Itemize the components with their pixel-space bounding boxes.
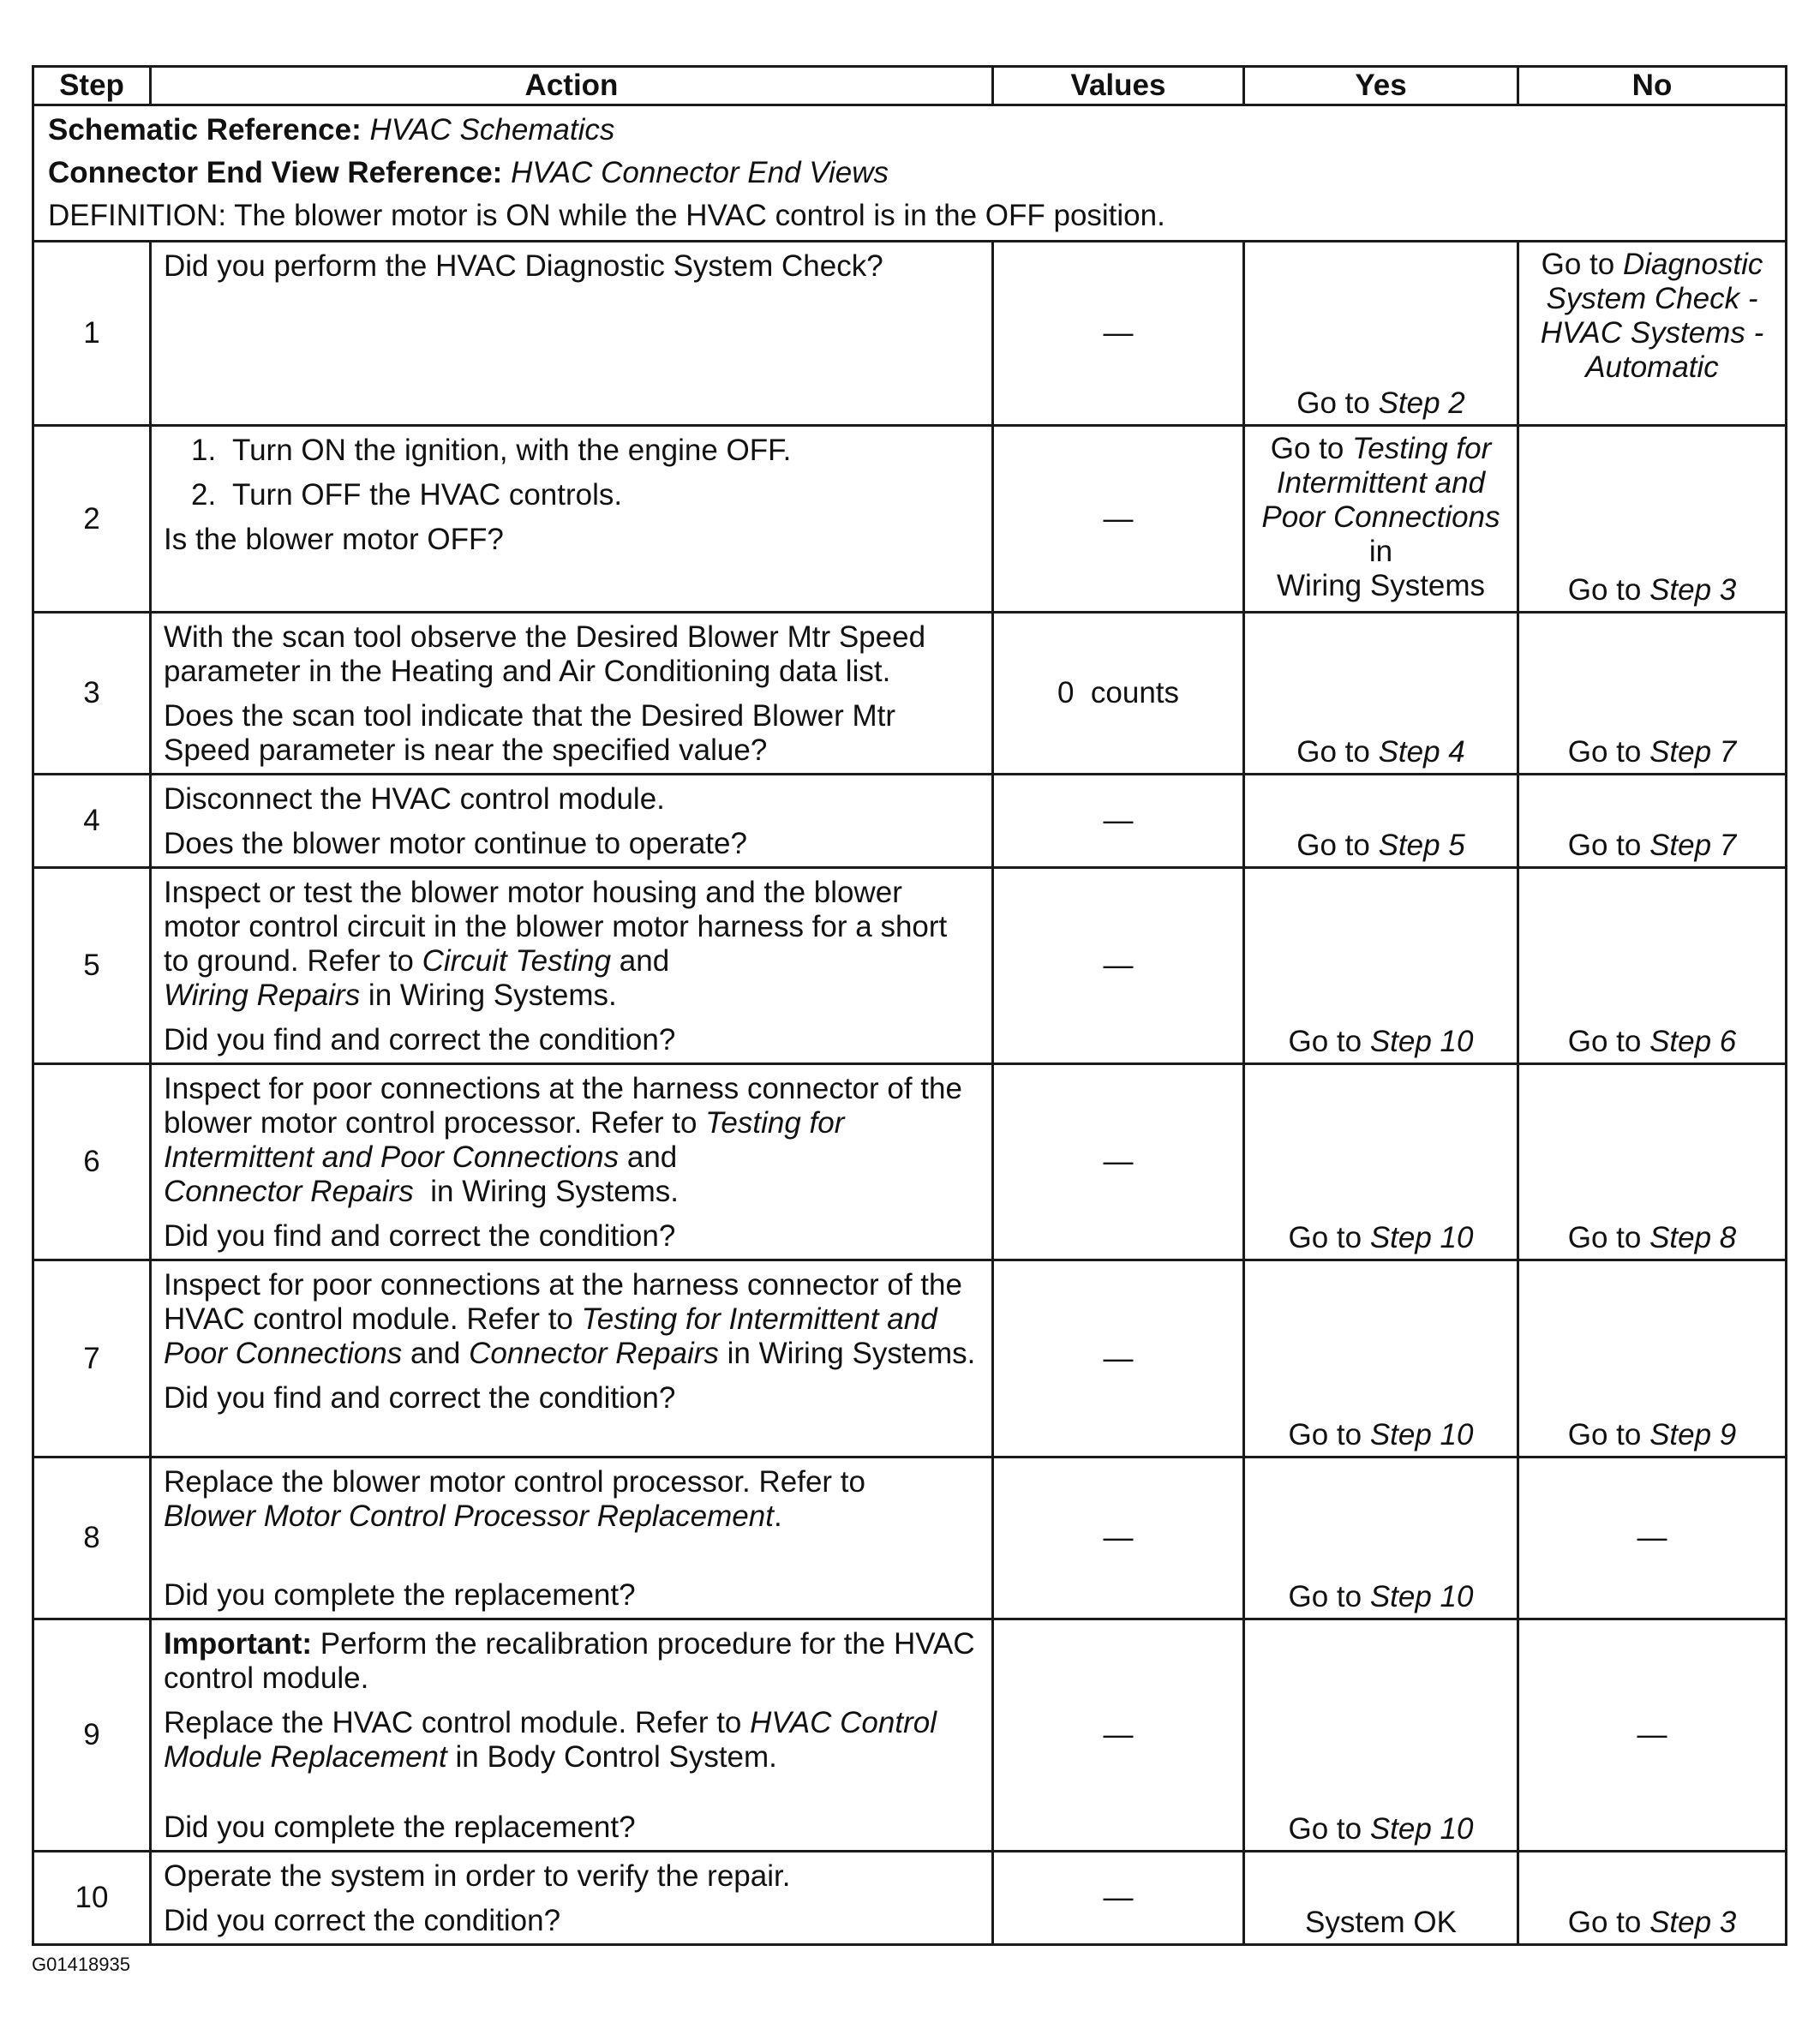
no-cell: [1518, 868, 1787, 1064]
yes-prefix: Go to: [1288, 1221, 1370, 1254]
header-no: No: [1518, 67, 1787, 105]
important-note: [164, 1627, 979, 1696]
no-cell: [1518, 242, 1787, 426]
no-prefix: Go to: [1567, 735, 1650, 769]
yes-cell: [1244, 613, 1518, 775]
yes-cell: [1244, 242, 1518, 426]
yes-cell: [1244, 426, 1518, 613]
action-text-part: Inspect or test the blower motor housing and the blower motor control circuit in the blower motor harness for a short to ground. Refer to: [164, 876, 948, 978]
action-cell: [151, 426, 993, 613]
yes-cell: [1244, 868, 1518, 1064]
yes-link[interactable]: Step 2: [1378, 386, 1465, 420]
yes-cell: [1244, 1619, 1518, 1852]
no-link[interactable]: Step 6: [1649, 1025, 1737, 1058]
yes-prefix: Go to: [1296, 829, 1379, 862]
definition: DEFINITION: The blower motor is ON while the HVAC control is in the OFF position.: [48, 199, 1165, 232]
no-cell: [1518, 613, 1787, 775]
action-text-part: Replace the HVAC control module. Refer to: [164, 1706, 751, 1739]
table-row: [33, 775, 1787, 868]
header-step: Step: [33, 67, 151, 105]
yes-link[interactable]: Step 5: [1378, 829, 1465, 862]
important-text: Perform the recalibration procedure for the HVAC control module.: [164, 1627, 975, 1695]
reference-link[interactable]: Connector Repairs: [164, 1175, 414, 1208]
yes-prefix: Go to: [1270, 432, 1353, 465]
action-text-part: in Body Control System.: [446, 1740, 777, 1774]
conjunction: and: [611, 944, 670, 978]
action-question: Did you find and correct the condition?: [164, 1219, 676, 1253]
yes-prefix: Go to: [1288, 1418, 1370, 1451]
conjunction: and: [619, 1140, 678, 1174]
no-prefix: Go to: [1567, 1906, 1650, 1939]
value-cell: —: [993, 1619, 1244, 1852]
header-row: [33, 67, 1787, 105]
action-stack: [164, 1627, 979, 1845]
action-text: [164, 1268, 979, 1371]
reference-link[interactable]: Wiring Repairs: [164, 979, 361, 1012]
list-item: 1. Turn ON the ignition, with the engine OFF.: [191, 434, 792, 467]
connector-reference-value: HVAC Connector End Views: [511, 156, 889, 189]
action-cell: [151, 1852, 993, 1945]
yes-prefix: Go to: [1288, 1812, 1370, 1846]
yes-link[interactable]: Step 10: [1369, 1812, 1474, 1846]
no-link[interactable]: Step 7: [1649, 735, 1737, 769]
yes-prefix: Go to: [1296, 386, 1379, 420]
value-cell: —: [993, 1260, 1244, 1457]
yes-cell: [1244, 1064, 1518, 1260]
reference-link[interactable]: HVAC Control Module Replacement: [164, 1706, 937, 1774]
action-steps-list: [164, 434, 979, 512]
no-cell: [1518, 1852, 1787, 1945]
no-link[interactable]: Diagnostic System Check - HVAC Systems - Automatic: [1540, 248, 1764, 384]
no-prefix: Go to: [1567, 829, 1650, 862]
table-row: [33, 613, 1787, 775]
step-number: 5: [33, 868, 151, 1064]
yes-prefix: Go to: [1296, 735, 1379, 769]
value-cell: —: [993, 1457, 1244, 1619]
reference-link[interactable]: Testing for Intermittent and Poor Connections: [164, 1302, 937, 1370]
table-row: [33, 1852, 1787, 1945]
action-question: Is the blower motor OFF?: [164, 523, 504, 556]
action-text-part: in Wiring Systems.: [360, 979, 617, 1012]
yes-cell: [1244, 775, 1518, 868]
important-label: Important:: [164, 1627, 313, 1661]
table-row: [33, 242, 1787, 426]
value-cell: —: [993, 1064, 1244, 1260]
yes-prefix: Go to: [1288, 1580, 1370, 1613]
connector-reference-label: Connector End View Reference:: [48, 156, 503, 189]
action-cell: [151, 242, 993, 426]
no-prefix: Go to: [1567, 1418, 1650, 1451]
action-text-part: Inspect for poor connections at the harness connector of the blower motor control processor. Refer to: [164, 1072, 962, 1140]
yes-cell: [1244, 1260, 1518, 1457]
header-action: Action: [151, 67, 993, 105]
action-cell: [151, 1619, 993, 1852]
step-number: 8: [33, 1457, 151, 1619]
value-cell: 0 counts: [993, 613, 1244, 775]
action-text: [164, 1072, 979, 1209]
figure-id: G01418935: [32, 1954, 130, 1975]
value-cell: —: [993, 242, 1244, 426]
action-text: Operate the system in order to verify the repair.: [164, 1859, 791, 1893]
reference-link[interactable]: Circuit Testing: [422, 944, 612, 978]
value-cell: —: [993, 1852, 1244, 1945]
value-cell: —: [993, 868, 1244, 1064]
no-cell: [1518, 775, 1787, 868]
list-item-text: Turn ON the ignition, with the engine OFF.: [232, 434, 792, 467]
action-question: Does the blower motor continue to operate?: [164, 827, 747, 860]
table-row: [33, 1457, 1787, 1619]
action-question: Did you correct the condition?: [164, 1904, 561, 1937]
action-stack: [164, 1465, 979, 1613]
step-number: 7: [33, 1260, 151, 1457]
action-text: [164, 1465, 979, 1534]
yes-link[interactable]: Step 10: [1369, 1580, 1474, 1613]
yes-link[interactable]: Step 10: [1369, 1418, 1474, 1451]
no-link[interactable]: Step 9: [1649, 1418, 1737, 1451]
value-cell: —: [993, 426, 1244, 613]
yes-cell: [1244, 1457, 1518, 1619]
no-link[interactable]: Step 3: [1649, 1906, 1737, 1939]
conjunction: and: [402, 1337, 470, 1370]
no-prefix: Go to: [1567, 1025, 1650, 1058]
table-row: [33, 868, 1787, 1064]
action-group: [164, 1627, 979, 1775]
step-number: 1: [33, 242, 151, 426]
yes-link[interactable]: Step 10: [1369, 1221, 1474, 1254]
table-row: [33, 426, 1787, 613]
diagnostic-table: [32, 65, 1787, 1946]
action-text: [164, 876, 979, 1013]
step-number: 9: [33, 1619, 151, 1852]
step-number: 3: [33, 613, 151, 775]
step-number: 10: [33, 1852, 151, 1945]
action-cell: [151, 1260, 993, 1457]
list-item: 2. Turn OFF the HVAC controls.: [191, 478, 623, 512]
no-cell: [1518, 426, 1787, 613]
table-row: [33, 1064, 1787, 1260]
diagnostic-table-container: [32, 65, 1785, 1946]
action-text: Disconnect the HVAC control module.: [164, 782, 665, 816]
action-text-part: Replace the blower motor control processor. Refer to: [164, 1465, 865, 1499]
no-prefix: Go to: [1541, 248, 1623, 281]
action-text-part: in Wiring Systems.: [413, 1175, 680, 1208]
no-cell: [1518, 1260, 1787, 1457]
no-link[interactable]: Step 8: [1649, 1221, 1737, 1254]
yes-link[interactable]: Testing for Intermittent and Poor Connections: [1261, 432, 1500, 534]
no-link[interactable]: Step 7: [1649, 829, 1737, 862]
connector-reference: [48, 156, 1771, 190]
no-prefix: Go to: [1567, 1221, 1650, 1254]
action-cell: [151, 613, 993, 775]
header-values: Values: [993, 67, 1244, 105]
no-cell: —: [1518, 1457, 1787, 1619]
step-number: 4: [33, 775, 151, 868]
header-yes: Yes: [1244, 67, 1518, 105]
action-text: With the scan tool observe the Desired Blower Mtr Speed parameter in the Heating and Air Conditioning data list.: [164, 620, 926, 688]
no-cell: —: [1518, 1619, 1787, 1852]
action-text-part: .: [773, 1499, 782, 1533]
no-cell: [1518, 1064, 1787, 1260]
schematic-reference-value: HVAC Schematics: [369, 113, 615, 147]
reference-link[interactable]: Connector Repairs: [469, 1337, 719, 1370]
table-row: [33, 1260, 1787, 1457]
action-question: Did you find and correct the condition?: [164, 1023, 676, 1056]
schematic-reference-label: Schematic Reference:: [48, 113, 362, 147]
action-question: Did you perform the HVAC Diagnostic System Check?: [164, 249, 883, 283]
reference-link[interactable]: Blower Motor Control Processor Replacement: [164, 1499, 774, 1533]
action-question: Did you complete the replacement?: [164, 1811, 636, 1844]
action-cell: [151, 775, 993, 868]
step-number: 2: [33, 426, 151, 613]
action-text-part: in Wiring Systems.: [718, 1337, 976, 1370]
yes-suffix: in: [1368, 535, 1393, 568]
yes-prefix: Go to: [1288, 1025, 1370, 1058]
action-question: Does the scan tool indicate that the Desired Blower Mtr Speed parameter is near the specified value?: [164, 699, 896, 767]
action-text: [164, 1706, 979, 1775]
reference-cell: [33, 105, 1787, 242]
yes-suffix: Wiring Systems: [1276, 569, 1486, 602]
no-link[interactable]: Step 3: [1649, 573, 1737, 607]
action-text-part: Inspect for poor connections at the harness connector of the HVAC control module. Refer to: [164, 1268, 962, 1336]
list-item-text: Turn OFF the HVAC controls.: [232, 478, 623, 512]
action-question: Did you find and correct the condition?: [164, 1381, 676, 1415]
yes-link[interactable]: Step 10: [1369, 1025, 1474, 1058]
action-cell: [151, 1064, 993, 1260]
reference-row: [33, 105, 1787, 242]
no-prefix: Go to: [1567, 573, 1650, 607]
yes-cell[interactable]: System OK: [1244, 1852, 1518, 1945]
action-question: Did you complete the replacement?: [164, 1578, 636, 1612]
schematic-reference: [48, 113, 1771, 147]
reference-link[interactable]: Testing for Intermittent and Poor Connections: [164, 1106, 845, 1174]
table-row: [33, 1619, 1787, 1852]
step-number: 6: [33, 1064, 151, 1260]
action-cell: [151, 868, 993, 1064]
yes-link[interactable]: Step 4: [1378, 735, 1465, 769]
value-cell: —: [993, 775, 1244, 868]
action-cell: [151, 1457, 993, 1619]
